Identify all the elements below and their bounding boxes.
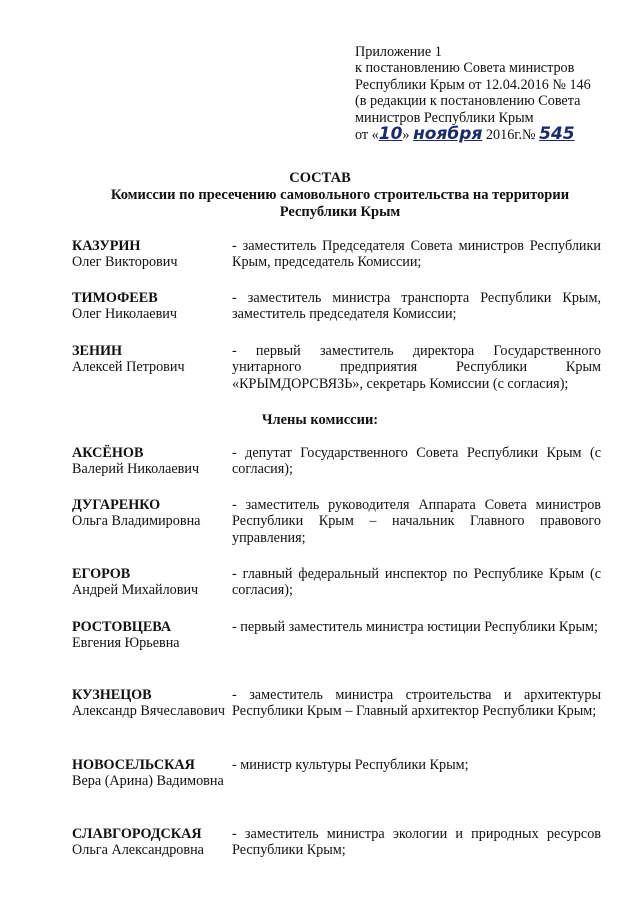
member-name [72,445,227,478]
member-name [72,238,227,271]
date-year: 2016г.№ [482,127,540,144]
member-given-names: Ольга Александровна [72,842,204,859]
member-role: - заместитель министра экологии и природных ресурсов Республики Крым; [232,826,601,859]
member-surname: ЗЕНИН [72,343,123,359]
member-surname: КАЗУРИН [72,238,141,254]
member-role: - заместитель министра строительства и архитектуры Республики Крым – Главный архитектор Республики Крым; [232,687,601,720]
member-role: - главный федеральный инспектор по Республике Крым (с согласия); [232,566,601,599]
member-name [72,757,227,790]
member-surname: КУЗНЕЦОВ [72,687,152,703]
member-given-names: Александр Вячеславович [72,703,225,720]
member-name [72,619,227,652]
member-given-names: Олег Николаевич [72,306,178,323]
member-role: - заместитель Председателя Совета министров Республики Крым, председатель Комиссии; [232,238,601,271]
member-name [72,826,227,859]
member-given-names: Ольга Владимировна [72,513,201,530]
member-surname: СЛАВГОРОДСКАЯ [72,826,202,842]
member-role: - первый заместитель директора Государственного унитарного предприятия Республики Крым «КРЫМДОРСВЯЗЬ», секретарь Комиссии (с согласия); [232,343,601,392]
appendix-line: Приложение 1 [355,44,442,60]
document-title: СОСТАВ [289,170,351,186]
appendix-line: министров Республики Крым [355,109,534,126]
handwritten-day: 10 [378,124,403,145]
appendix-line: к постановлению Совета министров [355,60,575,77]
appendix-date-line [355,126,625,143]
member-name [72,497,227,530]
appendix-line: Республики Крым от 12.04.2016 № 146 [355,76,591,93]
member-given-names: Андрей Михайлович [72,582,199,599]
member-role: - заместитель руководителя Аппарата Совета министров Республики Крым – начальник Главного правового управления; [232,497,601,546]
member-surname: ТИМОФЕЕВ [72,290,158,306]
member-name [72,687,227,720]
date-mid: » [402,127,414,144]
member-name [72,343,227,376]
member-role: - депутат Государственного Совета Республики Крым (с согласия); [232,445,601,478]
member-given-names: Вера (Арина) Вадимовна [72,773,224,790]
member-role: - заместитель министра транспорта Республики Крым, заместитель председателя Комиссии; [232,290,601,323]
date-prefix: от « [355,127,379,144]
document-subtitle: Комиссии по пресечению самовольного строительства на территории Республики Крым [110,187,570,220]
member-surname: НОВОСЕЛЬСКАЯ [72,757,195,773]
handwritten-month: ноября [413,124,483,145]
member-surname: АКСЁНОВ [72,445,144,461]
handwritten-number: 545 [539,124,575,145]
member-name [72,566,227,599]
member-given-names: Олег Викторович [72,254,178,271]
appendix-line: (в редакции к постановлению Совета [355,93,581,110]
member-given-names: Евгения Юрьевна [72,635,180,652]
member-surname: ДУГАРЕНКО [72,497,161,513]
member-name [72,290,227,323]
member-role: - министр культуры Республики Крым; [232,757,469,773]
appendix-header [355,44,625,143]
member-surname: ЕГОРОВ [72,566,131,582]
members-heading: Члены комиссии: [261,412,379,428]
member-given-names: Алексей Петрович [72,359,185,376]
member-surname: РОСТОВЦЕВА [72,619,172,635]
member-role: - первый заместитель министра юстиции Республики Крым; [232,619,598,635]
member-given-names: Валерий Николаевич [72,461,200,478]
